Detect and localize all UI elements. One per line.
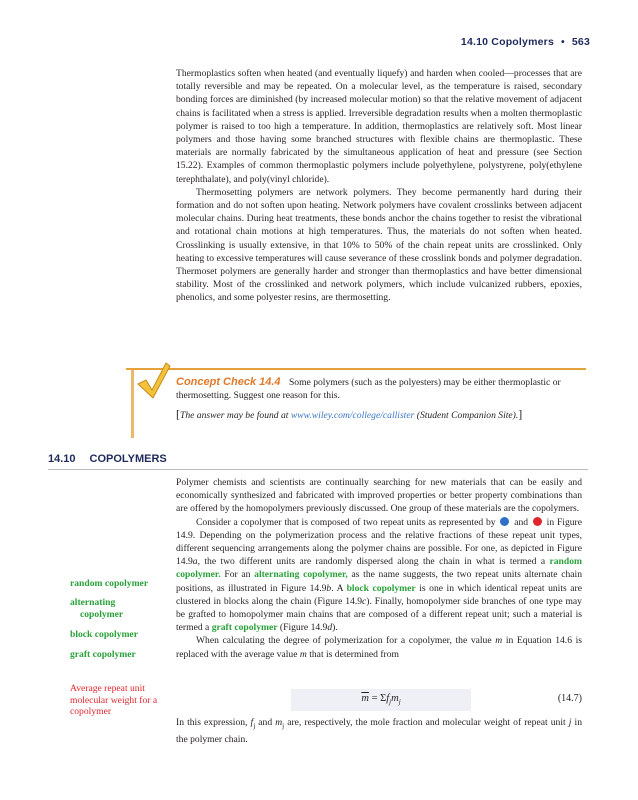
margin-term-block: block copolymer — [70, 629, 138, 640]
paragraph-thermosetting: Thermosetting polymers are network polymers. They become permanently hard during their formation and do not soften upon heating. Network polymers have covalent crosslinks between adjacent molecular chains. During heat treatments, these bonds anchor the chains together to resist the vibrational and rotational chain motions at high temperatures. Thus, the materials do not soften when heated. Crosslinking is usually extensive, in that 10% to 50% of the chain repeat units are crosslinked. Only heating to excessive temperatures will cause severance of these crosslink bonds and polymer degradation. Thermoset polymers are generally harder and stronger than thermoplastics and have better dimensional stability. Most of the crosslinked and network polymers, which include vulcanized rubbers, epoxies, phenolics, and some polyester resins, are thermosetting. — [176, 186, 582, 304]
paragraph-thermoplastics: Thermoplastics soften when heated (and eventually liquefy) and harden when cooled—processes that are totally reversible and may be repeated. On a molecular level, as the temperature is raised, secondary bonding forces are diminished (by increased molecular motion) so that the relative movement of adjacent chains is facilitated when a stress is applied. Irreversible degradation results when a molten thermoplastic polymer is raised to too high a temperature. In addition, thermoplastics are relatively soft. Most linear polymers and those having some branched structures with flexible chains are thermoplastic. These materials are normally fabricated by the simultaneous application of heat and pressure (see Section 15.22). Examples of common thermoplastic polymers include polyethylene, polystyrene, poly(ethylene terephthalate), and poly(vinyl chloride). — [176, 68, 582, 185]
margin-note-average-weight: Average repeat unit molecular weight for a copolymer — [70, 683, 158, 717]
concept-check-answer: [The answer may be found at www.wiley.com/college/callister (Student Companion Site).] — [176, 407, 523, 422]
answer-prefix: The answer may be found at — [180, 410, 289, 422]
body-column-bottom — [176, 716, 582, 746]
body-column-top — [176, 67, 582, 305]
concept-check-question: Some polymers (such as the polyesters) may be either thermoplastic or thermosetting. Suggest one reason for this. — [176, 377, 561, 402]
answer-link[interactable]: www.wiley.com/college/callister — [290, 410, 415, 422]
paragraph-copolymer-types: Consider a copolymer that is composed of two repeat units as represented by and in Figure 14.9. Depending on the polymerization process and the relative fractions of these repeat unit types, different sequencing arrangements along the polymer chains are possible. For one, as depicted in Figure 14.9a, the two different units are randomly dispersed along the chain in what is termed a random copolymer. For an alternating copolymer, as the name suggests, the two repeat units alternate chain positions, as illustrated in Figure 14.9b. A block copolymer is one in which identical repeat units are clustered in blocks along the chain (Figure 14.9c). Finally, homopolymer side branches of one type may be grafted to homopolymer main chains that are composed of a different repeat unit; such a material is termed a graft copolymer (Figure 14.9d). — [176, 516, 583, 634]
checkmark-icon — [134, 360, 172, 402]
section-number: 14.10 — [48, 453, 76, 465]
paragraph-expression: In this expression, $f_j$ and $m_j$ are, respectively, the mole fraction and molecular weight of repeat unit j in the polymer chain. — [176, 717, 582, 746]
equation-number: (14.7) — [557, 693, 582, 704]
running-header — [461, 36, 590, 48]
body-column-copolymers — [176, 476, 582, 661]
red-repeat-unit-icon — [533, 517, 542, 526]
header-section-title: 14.10 Copolymers — [460, 36, 554, 48]
margin-term-random: random copolymer — [70, 578, 149, 589]
term-random-copolymer: random copolymer. — [176, 556, 582, 581]
term-alternating-copolymer: alternating copolymer, — [254, 569, 348, 581]
margin-term-alternating-2: copolymer — [80, 609, 124, 620]
paragraph-intro: Polymer chemists and scientists are continually searching for new materials that can be easily and economically synthesized and fabricated with improved properties or better property combinations than are offered by the homopolymers previously discussed. One group of these materials are the copolymers. — [176, 477, 582, 515]
concept-check-box — [126, 360, 586, 442]
paragraph-degree-of-polymerization: When calculating the degree of polymerization for a copolymer, the value m in Equation 14.6 is replaced with the average value m that is determined from — [176, 635, 583, 660]
section-divider — [48, 469, 588, 470]
concept-check-rule — [126, 368, 586, 370]
equation-14-7: $\overline{m} = \Sigma f_jm_j$ — [361, 693, 401, 707]
blue-repeat-unit-icon — [500, 517, 509, 526]
concept-check-title: Concept Check 14.4 — [176, 376, 281, 388]
page-number: 563 — [571, 36, 590, 48]
term-graft-copolymer: graft copolymer — [211, 622, 278, 634]
term-block-copolymer: block copolymer — [346, 582, 416, 594]
margin-term-alternating: alternating — [70, 597, 116, 608]
section-heading — [48, 453, 588, 465]
header-separator: • — [560, 36, 565, 48]
concept-check-text — [176, 376, 586, 423]
section-title: COPOLYMERS — [89, 453, 167, 465]
margin-term-graft: graft copolymer — [70, 649, 136, 660]
answer-suffix: (Student Companion Site). — [416, 410, 519, 422]
